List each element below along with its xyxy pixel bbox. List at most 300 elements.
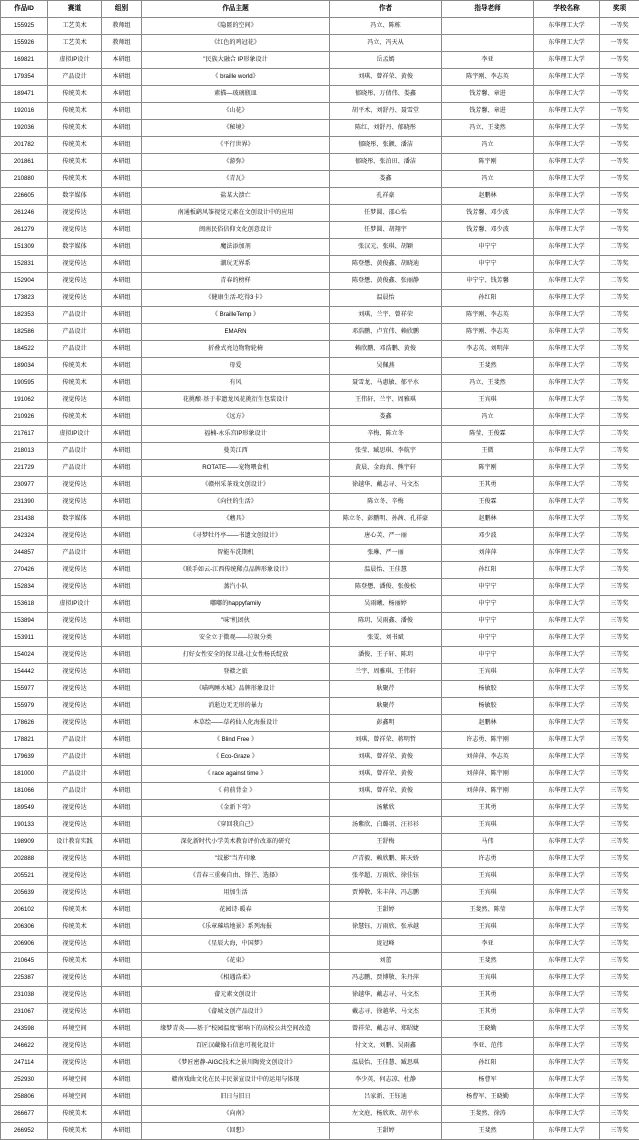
cell-advisor: 孙红阳 bbox=[442, 562, 534, 579]
cell-school: 东华理工大学 bbox=[534, 307, 600, 324]
column-header-advisor: 指导老师 bbox=[442, 1, 534, 18]
cell-group: 本研组 bbox=[102, 460, 142, 477]
cell-award: 一等奖 bbox=[600, 18, 639, 35]
cell-track: 视觉传达 bbox=[48, 273, 102, 290]
cell-advisor: 赵鹏林 bbox=[442, 188, 534, 205]
cell-author: 李少英、何志凉、杜静 bbox=[330, 1072, 442, 1089]
cell-title: 《游弥》 bbox=[142, 154, 330, 171]
cell-award: 二等奖 bbox=[600, 426, 639, 443]
table-row bbox=[1, 698, 639, 715]
cell-track: 产品设计 bbox=[48, 783, 102, 800]
cell-school: 东华理工大学 bbox=[534, 239, 600, 256]
cell-group: 本研组 bbox=[102, 443, 142, 460]
cell-advisor: 李亚、范伟 bbox=[442, 1038, 534, 1055]
cell-advisor: 王宾琪 bbox=[442, 392, 534, 409]
cell-author: 陈登懋、黄俊鑫、胡晓迪 bbox=[330, 256, 442, 273]
cell-track: 环境空间 bbox=[48, 1072, 102, 1089]
cell-advisor: 申宁宁 bbox=[442, 239, 534, 256]
column-header-award: 奖项 bbox=[600, 1, 639, 18]
cell-track: 虚拟IP设计 bbox=[48, 596, 102, 613]
cell-award: 二等奖 bbox=[600, 324, 639, 341]
cell-group: 本研组 bbox=[102, 749, 142, 766]
cell-title: 折叠式亮边物物轮椅 bbox=[142, 341, 330, 358]
cell-advisor: 杨敏胶 bbox=[442, 698, 534, 715]
cell-work-id: 152831 bbox=[1, 256, 48, 273]
cell-group: 本研组 bbox=[102, 902, 142, 919]
cell-award: 二等奖 bbox=[600, 494, 639, 511]
table-row bbox=[1, 324, 639, 341]
cell-work-id: 231038 bbox=[1, 987, 48, 1004]
cell-track: 传统美术 bbox=[48, 103, 102, 120]
cell-school: 东华理工大学 bbox=[534, 834, 600, 851]
column-header-title: 作品主题 bbox=[142, 1, 330, 18]
cell-award: 三等奖 bbox=[600, 953, 639, 970]
cell-school: 东华理工大学 bbox=[534, 1004, 600, 1021]
cell-school: 东华理工大学 bbox=[534, 171, 600, 188]
cell-advisor: 许志勇、陈宇刚 bbox=[442, 732, 534, 749]
cell-title: 《青春三重奏自由、锋芒、选择》 bbox=[142, 868, 330, 885]
cell-track: 视觉传达 bbox=[48, 256, 102, 273]
cell-advisor: 王其勇 bbox=[442, 1004, 534, 1021]
cell-author: 冯立、冯天从 bbox=[330, 35, 442, 52]
cell-school: 东华理工大学 bbox=[534, 18, 600, 35]
cell-work-id: 242324 bbox=[1, 528, 48, 545]
table-row bbox=[1, 919, 639, 936]
cell-work-id: 231067 bbox=[1, 1004, 48, 1021]
cell-title: 《联手如云-江西传统稀点品牌形象设计》 bbox=[142, 562, 330, 579]
table-row bbox=[1, 1123, 639, 1140]
table-row bbox=[1, 375, 639, 392]
cell-track: 产品设计 bbox=[48, 69, 102, 86]
cell-work-id: 154442 bbox=[1, 664, 48, 681]
cell-award: 二等奖 bbox=[600, 392, 639, 409]
cell-group: 本研组 bbox=[102, 1089, 142, 1106]
cell-title: 《红色的鸡冠花》 bbox=[142, 35, 330, 52]
cell-school: 东华理工大学 bbox=[534, 1021, 600, 1038]
cell-group: 本研组 bbox=[102, 783, 142, 800]
cell-award: 三等奖 bbox=[600, 885, 639, 902]
cell-work-id: 178626 bbox=[1, 715, 48, 732]
cell-title: 闽南民俗信仰文化创意设计 bbox=[142, 222, 330, 239]
column-header-track: 赛道 bbox=[48, 1, 102, 18]
cell-group: 本研组 bbox=[102, 205, 142, 222]
cell-group: 本研组 bbox=[102, 426, 142, 443]
cell-advisor: 王俊霖 bbox=[442, 494, 534, 511]
table-row bbox=[1, 681, 639, 698]
table-row bbox=[1, 579, 639, 596]
cell-title: 旧日与旧日 bbox=[142, 1089, 330, 1106]
cell-track: 视觉传达 bbox=[48, 851, 102, 868]
table-row bbox=[1, 1089, 639, 1106]
cell-title: 智能车洗期机 bbox=[142, 545, 330, 562]
column-header-author: 作者 bbox=[330, 1, 442, 18]
cell-author: 刘琪、曾祥荣、黄俊 bbox=[330, 749, 442, 766]
cell-author: 陈立冬、辛梅 bbox=[330, 494, 442, 511]
cell-group: 本研组 bbox=[102, 1055, 142, 1072]
cell-group: 本研组 bbox=[102, 681, 142, 698]
cell-advisor: 王斐然 bbox=[442, 1123, 534, 1140]
cell-award: 二等奖 bbox=[600, 239, 639, 256]
cell-school: 东华理工大学 bbox=[534, 273, 600, 290]
cell-title: 《畲城文创产品设计》 bbox=[142, 1004, 330, 1021]
cell-group: 本研组 bbox=[102, 494, 142, 511]
table-row bbox=[1, 970, 639, 987]
cell-author: 彭鑫明 bbox=[330, 715, 442, 732]
cell-group: 本研组 bbox=[102, 732, 142, 749]
cell-advisor bbox=[442, 18, 534, 35]
cell-award: 三等奖 bbox=[600, 851, 639, 868]
cell-award: 三等奖 bbox=[600, 868, 639, 885]
cell-group: 本研组 bbox=[102, 1072, 142, 1089]
cell-author: 陈登懋、黄俊鑫、张丽静 bbox=[330, 273, 442, 290]
cell-advisor: 王宾琪 bbox=[442, 885, 534, 902]
cell-advisor: 刘萍萍、陈宇刚 bbox=[442, 766, 534, 783]
cell-school: 东华理工大学 bbox=[534, 562, 600, 579]
cell-track: 视觉传达 bbox=[48, 630, 102, 647]
cell-group: 教师组 bbox=[102, 18, 142, 35]
cell-group: 本研组 bbox=[102, 664, 142, 681]
cell-group: 本研组 bbox=[102, 919, 142, 936]
cell-group: 本研组 bbox=[102, 392, 142, 409]
cell-group: 本研组 bbox=[102, 562, 142, 579]
cell-award: 三等奖 bbox=[600, 1089, 639, 1106]
cell-title: 深化新时代小学美术教育评价改革的研究 bbox=[142, 834, 330, 851]
cell-group: 本研组 bbox=[102, 69, 142, 86]
cell-advisor bbox=[442, 35, 534, 52]
cell-author: 刘琪、兰宇、曾祥荣 bbox=[330, 307, 442, 324]
cell-author: 耿聚芹 bbox=[330, 681, 442, 698]
cell-track: 传统美术 bbox=[48, 154, 102, 171]
cell-award: 二等奖 bbox=[600, 528, 639, 545]
cell-school: 东华理工大学 bbox=[534, 324, 600, 341]
cell-school: 东华理工大学 bbox=[534, 256, 600, 273]
cell-author: 左文庭、杨欣欢、胡平水 bbox=[330, 1106, 442, 1123]
cell-author: 吴雨曦、杨丽婷 bbox=[330, 596, 442, 613]
cell-advisor: 申宁宁 bbox=[442, 630, 534, 647]
cell-author: 郁晓彤、张颢、潘洁 bbox=[330, 137, 442, 154]
cell-title: 《青瓦》 bbox=[142, 171, 330, 188]
cell-work-id: 221729 bbox=[1, 460, 48, 477]
cell-school: 东华理工大学 bbox=[534, 35, 600, 52]
cell-group: 本研组 bbox=[102, 239, 142, 256]
cell-track: 传统美术 bbox=[48, 1106, 102, 1123]
cell-work-id: 189034 bbox=[1, 358, 48, 375]
cell-school: 东华理工大学 bbox=[534, 681, 600, 698]
table-row bbox=[1, 1038, 639, 1055]
cell-award: 三等奖 bbox=[600, 613, 639, 630]
cell-advisor: 刘萍萍、陈宇刚 bbox=[442, 783, 534, 800]
cell-author: 徐越华、戴志寻、马文杰 bbox=[330, 987, 442, 1004]
cell-track: 虚拟IP设计 bbox=[48, 426, 102, 443]
table-row bbox=[1, 834, 639, 851]
cell-award: 一等奖 bbox=[600, 137, 639, 154]
cell-group: 本研组 bbox=[102, 987, 142, 1004]
cell-advisor: 王宾琪 bbox=[442, 664, 534, 681]
cell-work-id: 243598 bbox=[1, 1021, 48, 1038]
cell-track: 虚拟IP设计 bbox=[48, 52, 102, 69]
table-row bbox=[1, 341, 639, 358]
cell-work-id: 231438 bbox=[1, 511, 48, 528]
cell-advisor: 申宁宁 bbox=[442, 613, 534, 630]
cell-author: 刘琪、曾祥荣、黄俊 bbox=[330, 766, 442, 783]
cell-award: 三等奖 bbox=[600, 698, 639, 715]
cell-group: 本研组 bbox=[102, 103, 142, 120]
cell-work-id: 190595 bbox=[1, 375, 48, 392]
cell-title: 蒸汽小队 bbox=[142, 579, 330, 596]
cell-award: 一等奖 bbox=[600, 154, 639, 171]
cell-author: 潘俊、王子轩、陈玥 bbox=[330, 647, 442, 664]
cell-author: 吴佩燕 bbox=[330, 358, 442, 375]
cell-school: 东华理工大学 bbox=[534, 494, 600, 511]
cell-work-id: 169821 bbox=[1, 52, 48, 69]
cell-group: 本研组 bbox=[102, 171, 142, 188]
cell-school: 东华理工大学 bbox=[534, 205, 600, 222]
cell-work-id: 266677 bbox=[1, 1106, 48, 1123]
cell-school: 东华理工大学 bbox=[534, 749, 600, 766]
cell-award: 一等奖 bbox=[600, 171, 639, 188]
cell-group: 本研组 bbox=[102, 630, 142, 647]
cell-advisor: 冯立 bbox=[442, 137, 534, 154]
cell-author: 庞冠峰 bbox=[330, 936, 442, 953]
cell-author: 张孝超、万雨欣、徐佳钰 bbox=[330, 868, 442, 885]
cell-work-id: 151309 bbox=[1, 239, 48, 256]
cell-school: 东华理工大学 bbox=[534, 579, 600, 596]
table-row bbox=[1, 800, 639, 817]
cell-title: 《 braille world》 bbox=[142, 69, 330, 86]
cell-title: 用加生活 bbox=[142, 885, 330, 902]
cell-title: 《 Blind Free 》 bbox=[142, 732, 330, 749]
cell-school: 东华理工大学 bbox=[534, 800, 600, 817]
cell-author: 吕家新、王钰迪 bbox=[330, 1089, 442, 1106]
cell-track: 环境空间 bbox=[48, 1089, 102, 1106]
cell-author: 任梦圆、邵心怡 bbox=[330, 205, 442, 222]
cell-author: 郁晓彤、万倩伟、娄鑫 bbox=[330, 86, 442, 103]
cell-award: 三等奖 bbox=[600, 647, 639, 664]
cell-track: 产品设计 bbox=[48, 324, 102, 341]
table-row bbox=[1, 409, 639, 426]
table-row bbox=[1, 171, 639, 188]
cell-author: 付文文、刘鹏、吴雨鑫 bbox=[330, 1038, 442, 1055]
cell-work-id: 152904 bbox=[1, 273, 48, 290]
cell-school: 东华理工大学 bbox=[534, 783, 600, 800]
cell-award: 二等奖 bbox=[600, 341, 639, 358]
table-row bbox=[1, 222, 639, 239]
cell-school: 东华理工大学 bbox=[534, 460, 600, 477]
table-body bbox=[1, 18, 639, 1140]
cell-work-id: 226605 bbox=[1, 188, 48, 205]
cell-group: 本研组 bbox=[102, 936, 142, 953]
table-row bbox=[1, 307, 639, 324]
cell-award: 三等奖 bbox=[600, 1055, 639, 1072]
cell-award: 一等奖 bbox=[600, 35, 639, 52]
cell-author: 王甜婷 bbox=[330, 1123, 442, 1140]
cell-work-id: 181066 bbox=[1, 783, 48, 800]
cell-school: 东华理工大学 bbox=[534, 885, 600, 902]
cell-title: 《喵鸣睡水城》品牌形象设计 bbox=[142, 681, 330, 698]
table-row bbox=[1, 953, 639, 970]
cell-advisor: 王其勇 bbox=[442, 477, 534, 494]
cell-award: 三等奖 bbox=[600, 681, 639, 698]
cell-work-id: 217617 bbox=[1, 426, 48, 443]
cell-title: 《向南》 bbox=[142, 1106, 330, 1123]
table-row bbox=[1, 511, 639, 528]
cell-track: 数字媒体 bbox=[48, 239, 102, 256]
cell-work-id: 154024 bbox=[1, 647, 48, 664]
cell-title: 本草绘——草药仙人化海报设计 bbox=[142, 715, 330, 732]
cell-track: 工艺美术 bbox=[48, 18, 102, 35]
cell-group: 本研组 bbox=[102, 528, 142, 545]
cell-author: 岳孟嫣 bbox=[330, 52, 442, 69]
cell-author: 陈红、刘舒丹、郁晓彤 bbox=[330, 120, 442, 137]
cell-author: 任梦圆、胡翔宇 bbox=[330, 222, 442, 239]
cell-award: 二等奖 bbox=[600, 545, 639, 562]
cell-award: 三等奖 bbox=[600, 800, 639, 817]
cell-track: 视觉传达 bbox=[48, 392, 102, 409]
cell-advisor: 冯立、王斐然 bbox=[442, 375, 534, 392]
cell-author: 温晨怡、王佳慧、臧思琪 bbox=[330, 1055, 442, 1072]
cell-track: 视觉传达 bbox=[48, 562, 102, 579]
cell-advisor: 邓少波 bbox=[442, 528, 534, 545]
table-row bbox=[1, 35, 639, 52]
cell-award: 三等奖 bbox=[600, 919, 639, 936]
cell-track: 视觉传达 bbox=[48, 647, 102, 664]
table-row bbox=[1, 1021, 639, 1038]
cell-track: 视觉传达 bbox=[48, 579, 102, 596]
cell-school: 东华理工大学 bbox=[534, 647, 600, 664]
cell-work-id: 153894 bbox=[1, 613, 48, 630]
cell-group: 本研组 bbox=[102, 800, 142, 817]
cell-award: 一等奖 bbox=[600, 205, 639, 222]
cell-advisor: 冯立、王斐然 bbox=[442, 120, 534, 137]
cell-award: 三等奖 bbox=[600, 664, 639, 681]
cell-group: 本研组 bbox=[102, 307, 142, 324]
cell-school: 东华理工大学 bbox=[534, 919, 600, 936]
cell-group: 本研组 bbox=[102, 222, 142, 239]
cell-award: 三等奖 bbox=[600, 936, 639, 953]
cell-work-id: 152834 bbox=[1, 579, 48, 596]
cell-group: 教师组 bbox=[102, 35, 142, 52]
cell-title: 有风 bbox=[142, 375, 330, 392]
cell-group: 本研组 bbox=[102, 290, 142, 307]
cell-track: 传统美术 bbox=[48, 953, 102, 970]
cell-advisor: 李亚 bbox=[442, 936, 534, 953]
cell-work-id: 206306 bbox=[1, 919, 48, 936]
table-row bbox=[1, 426, 639, 443]
table-row bbox=[1, 596, 639, 613]
cell-title: 《山花》 bbox=[142, 103, 330, 120]
table-row bbox=[1, 52, 639, 69]
cell-group: 本研组 bbox=[102, 1106, 142, 1123]
cell-advisor: 王其勇 bbox=[442, 987, 534, 1004]
cell-school: 东华理工大学 bbox=[534, 732, 600, 749]
cell-author: 娄鑫 bbox=[330, 171, 442, 188]
cell-school: 东华理工大学 bbox=[534, 69, 600, 86]
cell-advisor: 陈宇刚 bbox=[442, 154, 534, 171]
cell-school: 东华理工大学 bbox=[534, 222, 600, 239]
cell-title: 《健康生活-吃得3卡》 bbox=[142, 290, 330, 307]
cell-group: 本研组 bbox=[102, 647, 142, 664]
cell-work-id: 173823 bbox=[1, 290, 48, 307]
cell-track: 产品设计 bbox=[48, 766, 102, 783]
cell-author: 王舒梅 bbox=[330, 834, 442, 851]
cell-track: 视觉传达 bbox=[48, 817, 102, 834]
cell-advisor: 陈宇刚、李志英 bbox=[442, 69, 534, 86]
cell-school: 东华理工大学 bbox=[534, 1089, 600, 1106]
cell-group: 本研组 bbox=[102, 698, 142, 715]
cell-track: 视觉传达 bbox=[48, 528, 102, 545]
table-header-row bbox=[1, 1, 639, 18]
cell-group: 本研组 bbox=[102, 324, 142, 341]
cell-school: 东华理工大学 bbox=[534, 86, 600, 103]
cell-work-id: 205639 bbox=[1, 885, 48, 902]
cell-school: 东华理工大学 bbox=[534, 188, 600, 205]
table-row bbox=[1, 613, 639, 630]
cell-award: 二等奖 bbox=[600, 256, 639, 273]
cell-group: 本研组 bbox=[102, 1038, 142, 1055]
cell-author: 娄鑫 bbox=[330, 409, 442, 426]
cell-group: 本研组 bbox=[102, 52, 142, 69]
table-row bbox=[1, 562, 639, 579]
column-header-school: 学校名称 bbox=[534, 1, 600, 18]
cell-award: 三等奖 bbox=[600, 783, 639, 800]
cell-award: 二等奖 bbox=[600, 273, 639, 290]
cell-title: 《 race against time 》 bbox=[142, 766, 330, 783]
cell-award: 二等奖 bbox=[600, 307, 639, 324]
table-row bbox=[1, 154, 639, 171]
cell-work-id: 198909 bbox=[1, 834, 48, 851]
cell-track: 数字媒体 bbox=[48, 188, 102, 205]
cell-author: 郁晓彤、张泊田、潘洁 bbox=[330, 154, 442, 171]
cell-title: 母爱 bbox=[142, 358, 330, 375]
cell-work-id: 201861 bbox=[1, 154, 48, 171]
cell-title: 魔法添加剂 bbox=[142, 239, 330, 256]
table-row bbox=[1, 290, 639, 307]
cell-title: 赣南戏曲文化在民丰民景宣设计中的运用与体现 bbox=[142, 1072, 330, 1089]
cell-award: 三等奖 bbox=[600, 715, 639, 732]
cell-award: 三等奖 bbox=[600, 1004, 639, 1021]
table-header bbox=[1, 1, 639, 18]
cell-group: 本研组 bbox=[102, 1021, 142, 1038]
cell-title: 消逝边无无形的暴力 bbox=[142, 698, 330, 715]
cell-work-id: 218013 bbox=[1, 443, 48, 460]
cell-group: 本研组 bbox=[102, 341, 142, 358]
cell-award: 三等奖 bbox=[600, 817, 639, 834]
table-row bbox=[1, 545, 639, 562]
cell-author: 邓浩鹏、卢宜伟、赖欣鹏 bbox=[330, 324, 442, 341]
table-row bbox=[1, 715, 639, 732]
cell-advisor: 王斐然 bbox=[442, 953, 534, 970]
cell-group: 本研组 bbox=[102, 477, 142, 494]
cell-advisor: 许志勇 bbox=[442, 851, 534, 868]
cell-author: 胡平术、刘舒丹、聂雪堂 bbox=[330, 103, 442, 120]
cell-title: 《向往的生活》 bbox=[142, 494, 330, 511]
cell-title: 打好女性安全的保卫战-让女性杨氏绽放 bbox=[142, 647, 330, 664]
cell-work-id: 270426 bbox=[1, 562, 48, 579]
cell-group: 本研组 bbox=[102, 970, 142, 987]
cell-author: 陈玥、吴雨鑫、潘俊 bbox=[330, 613, 442, 630]
table-row bbox=[1, 766, 639, 783]
cell-work-id: 155977 bbox=[1, 681, 48, 698]
cell-work-id: 179639 bbox=[1, 749, 48, 766]
cell-work-id: 181000 bbox=[1, 766, 48, 783]
cell-group: 本研组 bbox=[102, 1123, 142, 1140]
cell-school: 东华理工大学 bbox=[534, 392, 600, 409]
cell-school: 东华理工大学 bbox=[534, 358, 600, 375]
cell-group: 本研组 bbox=[102, 120, 142, 137]
cell-school: 东华理工大学 bbox=[534, 103, 600, 120]
table-row bbox=[1, 732, 639, 749]
cell-author: 耿聚芹 bbox=[330, 698, 442, 715]
